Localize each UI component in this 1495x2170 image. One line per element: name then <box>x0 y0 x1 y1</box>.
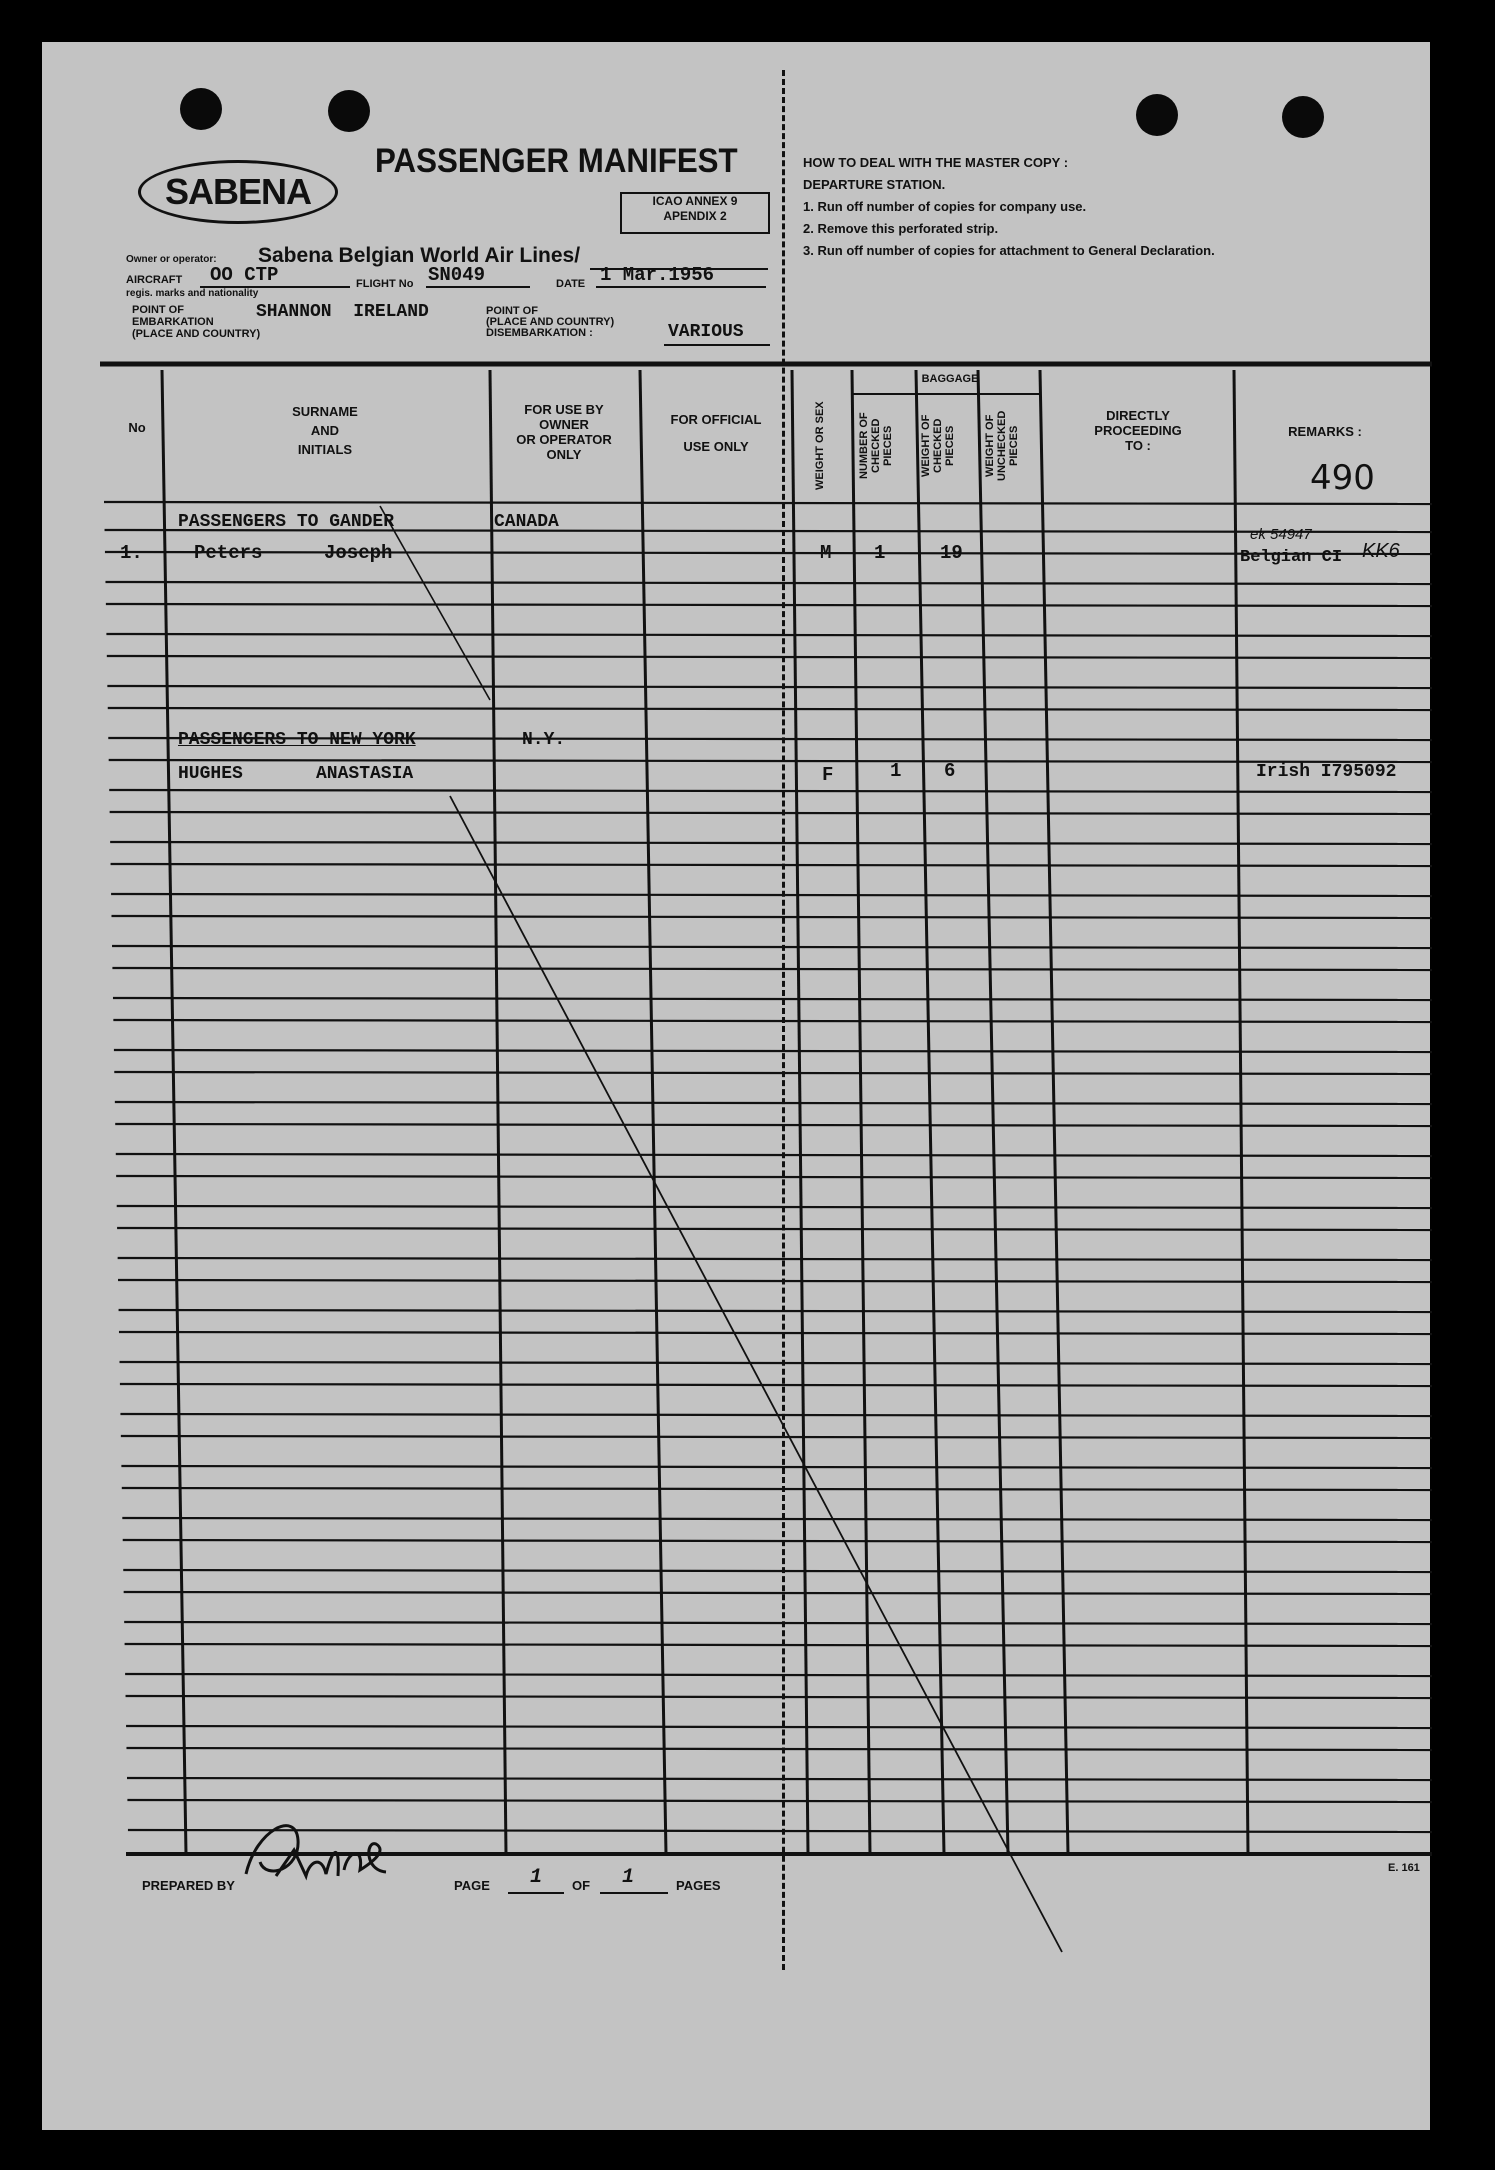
table-row-rule <box>114 1072 1432 1074</box>
table-column-rule <box>792 370 808 1854</box>
table-row-rule <box>109 790 1432 792</box>
column-header-bag-weight: WEIGHT OF CHECKED PIECES <box>920 414 956 478</box>
flight-date: 1 Mar.1956 <box>600 264 715 286</box>
group-country: CANADA <box>494 512 559 532</box>
flight-number: SN049 <box>428 264 486 286</box>
page-total-underline <box>600 1892 668 1894</box>
table-column-rule <box>916 370 944 1854</box>
table-column-rule <box>490 370 506 1854</box>
table-column-rule <box>162 370 186 1854</box>
table-row-rule <box>113 998 1432 1000</box>
proceeding-header-line: DIRECTLY <box>1106 408 1170 423</box>
disembark-label-line1: POINT OF <box>486 305 538 317</box>
table-row-rule <box>119 1310 1432 1312</box>
passenger-number: 1. <box>120 542 143 564</box>
surname-header-line: INITIALS <box>297 442 353 457</box>
date-label: DATE <box>556 278 586 290</box>
instruction-item: 1. Run off number of copies for company use. <box>803 199 1087 214</box>
table-row-rule <box>114 1050 1432 1052</box>
table-row-rule <box>109 760 1432 762</box>
table-row-rule <box>110 842 1432 844</box>
column-header-bag-num: NUMBER OF CHECKED PIECES <box>858 412 894 480</box>
column-header-bag-unchecked: WEIGHT OF UNCHECKED PIECES <box>984 410 1020 482</box>
table-row-rule <box>123 1570 1432 1572</box>
owner-header-line: FOR USE BY <box>524 402 604 417</box>
table-column-rule <box>978 370 1008 1854</box>
column-header-no: No <box>128 420 146 435</box>
passenger-given-name: ANASTASIA <box>316 764 414 784</box>
flight-label: FLIGHT No <box>356 278 414 290</box>
column-header-baggage: BAGGAGE <box>921 373 979 385</box>
surname-header-line: AND <box>310 423 340 438</box>
icao-ref-line1: ICAO ANNEX 9 <box>652 194 738 208</box>
table-row-rule <box>118 1258 1432 1260</box>
disembarkation-value: VARIOUS <box>668 322 744 342</box>
table-row-rule <box>120 1414 1432 1416</box>
table-row-rule <box>126 1696 1432 1698</box>
table-row-rule <box>126 1748 1432 1750</box>
table-row-rule <box>107 656 1432 658</box>
strike-line-1 <box>380 506 490 700</box>
aircraft-label: AIRCRAFT <box>126 274 183 286</box>
table-row-rule <box>122 1488 1432 1490</box>
operator-value: Sabena Belgian World Air Lines/ <box>258 244 581 267</box>
table-row-rule <box>117 1206 1432 1208</box>
owner-header-line: OWNER <box>539 417 589 432</box>
table-row-rule <box>105 552 1432 554</box>
table-row-rule <box>118 1280 1432 1282</box>
baggage-weight: 6 <box>944 760 956 782</box>
group-heading: PASSENGERS TO GANDER <box>178 512 395 532</box>
table-row-rule <box>120 1384 1432 1386</box>
passenger-surname: HUGHES <box>178 764 243 784</box>
passenger-given-name: Joseph <box>324 542 393 564</box>
table-row-rule <box>126 1726 1432 1728</box>
table-row-rule <box>116 1176 1432 1178</box>
passenger-remark: Irish I795092 <box>1256 762 1397 782</box>
disembark-label-line2: (PLACE AND COUNTRY) <box>486 316 615 328</box>
table-row-rule <box>127 1800 1432 1802</box>
table-row-rule <box>121 1466 1432 1468</box>
embarkation-value: SHANNON IRELAND <box>256 302 429 322</box>
remarks-handwritten-number: 490 <box>1310 458 1375 498</box>
aircraft-registration: OO CTP <box>210 264 279 286</box>
table-row-rule <box>111 864 1432 866</box>
table-row-rule <box>125 1644 1432 1646</box>
group-heading: PASSENGERS TO NEW YORK <box>178 730 416 750</box>
table-row-rule <box>117 1228 1432 1230</box>
table-row-rule <box>127 1778 1432 1780</box>
of-label: OF <box>572 1878 591 1893</box>
column-header-surname <box>240 404 410 457</box>
owner-header-line: OR OPERATOR <box>516 432 612 447</box>
column-header-proceeding <box>1078 408 1198 453</box>
baggage-pieces: 1 <box>890 760 902 782</box>
logo-text: SABENA <box>164 171 311 212</box>
table-row-rule <box>124 1622 1432 1624</box>
embarkation-label-line1: POINT OF <box>132 304 184 316</box>
passenger-remark: Belgian CI <box>1240 548 1343 567</box>
instruction-item: 3. Run off number of copies for attachment to General Declaration. <box>803 243 1215 258</box>
table-row-rule <box>113 1020 1432 1022</box>
table-row-rule <box>121 1436 1432 1438</box>
preparer-signature <box>236 1810 396 1896</box>
page-underline <box>508 1892 564 1894</box>
embarkation-label-line2: EMBARKATION <box>132 316 214 328</box>
instruction-item: 2. Remove this perforated strip. <box>803 221 999 236</box>
column-header-official <box>646 412 786 454</box>
instructions-subheading: DEPARTURE STATION. <box>803 177 946 192</box>
proceeding-header-line: PROCEEDING <box>1094 423 1182 438</box>
aircraft-sublabel: regis. marks and nationality <box>126 288 259 299</box>
table-row-rule <box>107 686 1432 688</box>
table-row-rule <box>116 1154 1432 1156</box>
instructions-heading: HOW TO DEAL WITH THE MASTER COPY : <box>803 155 1069 170</box>
column-header-remarks: REMARKS : <box>1288 424 1362 439</box>
table-row-rule <box>111 916 1432 918</box>
disembark-label-line3: DISEMBARKATION : <box>486 327 593 339</box>
table-row-rule <box>122 1518 1432 1520</box>
table-column-rule <box>1040 370 1068 1854</box>
table-column-rule <box>640 370 666 1854</box>
page-total: 1 <box>622 1866 635 1889</box>
page-title: PASSENGER MANIFEST <box>375 142 738 180</box>
passenger-sex: M <box>820 542 832 564</box>
operator-label: Owner or operator: <box>126 254 217 265</box>
icao-ref-line2: APENDIX 2 <box>663 209 727 223</box>
table-row-rule <box>110 812 1432 814</box>
embarkation-label-line3: (PLACE AND COUNTRY) <box>132 328 261 340</box>
table-row-rule <box>106 604 1432 606</box>
header-rule <box>104 502 1432 504</box>
table-row-rule <box>105 582 1432 584</box>
column-header-sex: WEIGHT OR SEX <box>814 401 826 491</box>
table-column-rule <box>1234 370 1248 1854</box>
remark-handwritten-note: ek 54947 <box>1250 526 1312 543</box>
page-label: PAGE <box>454 1878 490 1893</box>
table-row-rule <box>119 1332 1432 1334</box>
table-row-rule <box>125 1674 1432 1676</box>
table-row-rule <box>115 1102 1432 1104</box>
official-header-line: USE ONLY <box>683 439 749 454</box>
prepared-by-label: PREPARED BY <box>142 1878 235 1893</box>
table-row-rule <box>112 968 1432 970</box>
table-row-rule <box>111 894 1432 896</box>
table-row-rule <box>120 1362 1432 1364</box>
table-row-rule <box>112 946 1432 948</box>
table-row-rule <box>124 1592 1432 1594</box>
baggage-weight: 19 <box>940 542 963 564</box>
baggage-pieces: 1 <box>874 542 886 564</box>
surname-header-line: SURNAME <box>292 404 358 419</box>
table-row-rule <box>123 1540 1432 1542</box>
passenger-surname: Peters <box>194 542 263 564</box>
pages-label: PAGES <box>676 1878 721 1893</box>
page-number: 1 <box>530 1866 543 1889</box>
form-code: E. 161 <box>1388 1862 1420 1874</box>
column-header-owner <box>504 402 624 462</box>
owner-header-line: ONLY <box>546 447 582 462</box>
group-state: N.Y. <box>522 730 566 750</box>
proceeding-header-line: TO : <box>1125 438 1151 453</box>
remark-handwritten-suffix: KK6 <box>1362 540 1400 562</box>
table-column-rule <box>852 370 870 1854</box>
table-row-rule <box>106 634 1432 636</box>
table-row-rule <box>115 1124 1432 1126</box>
passenger-sex: F <box>822 764 834 786</box>
official-header-line: FOR OFFICIAL <box>670 412 762 427</box>
table-row-rule <box>108 708 1432 710</box>
